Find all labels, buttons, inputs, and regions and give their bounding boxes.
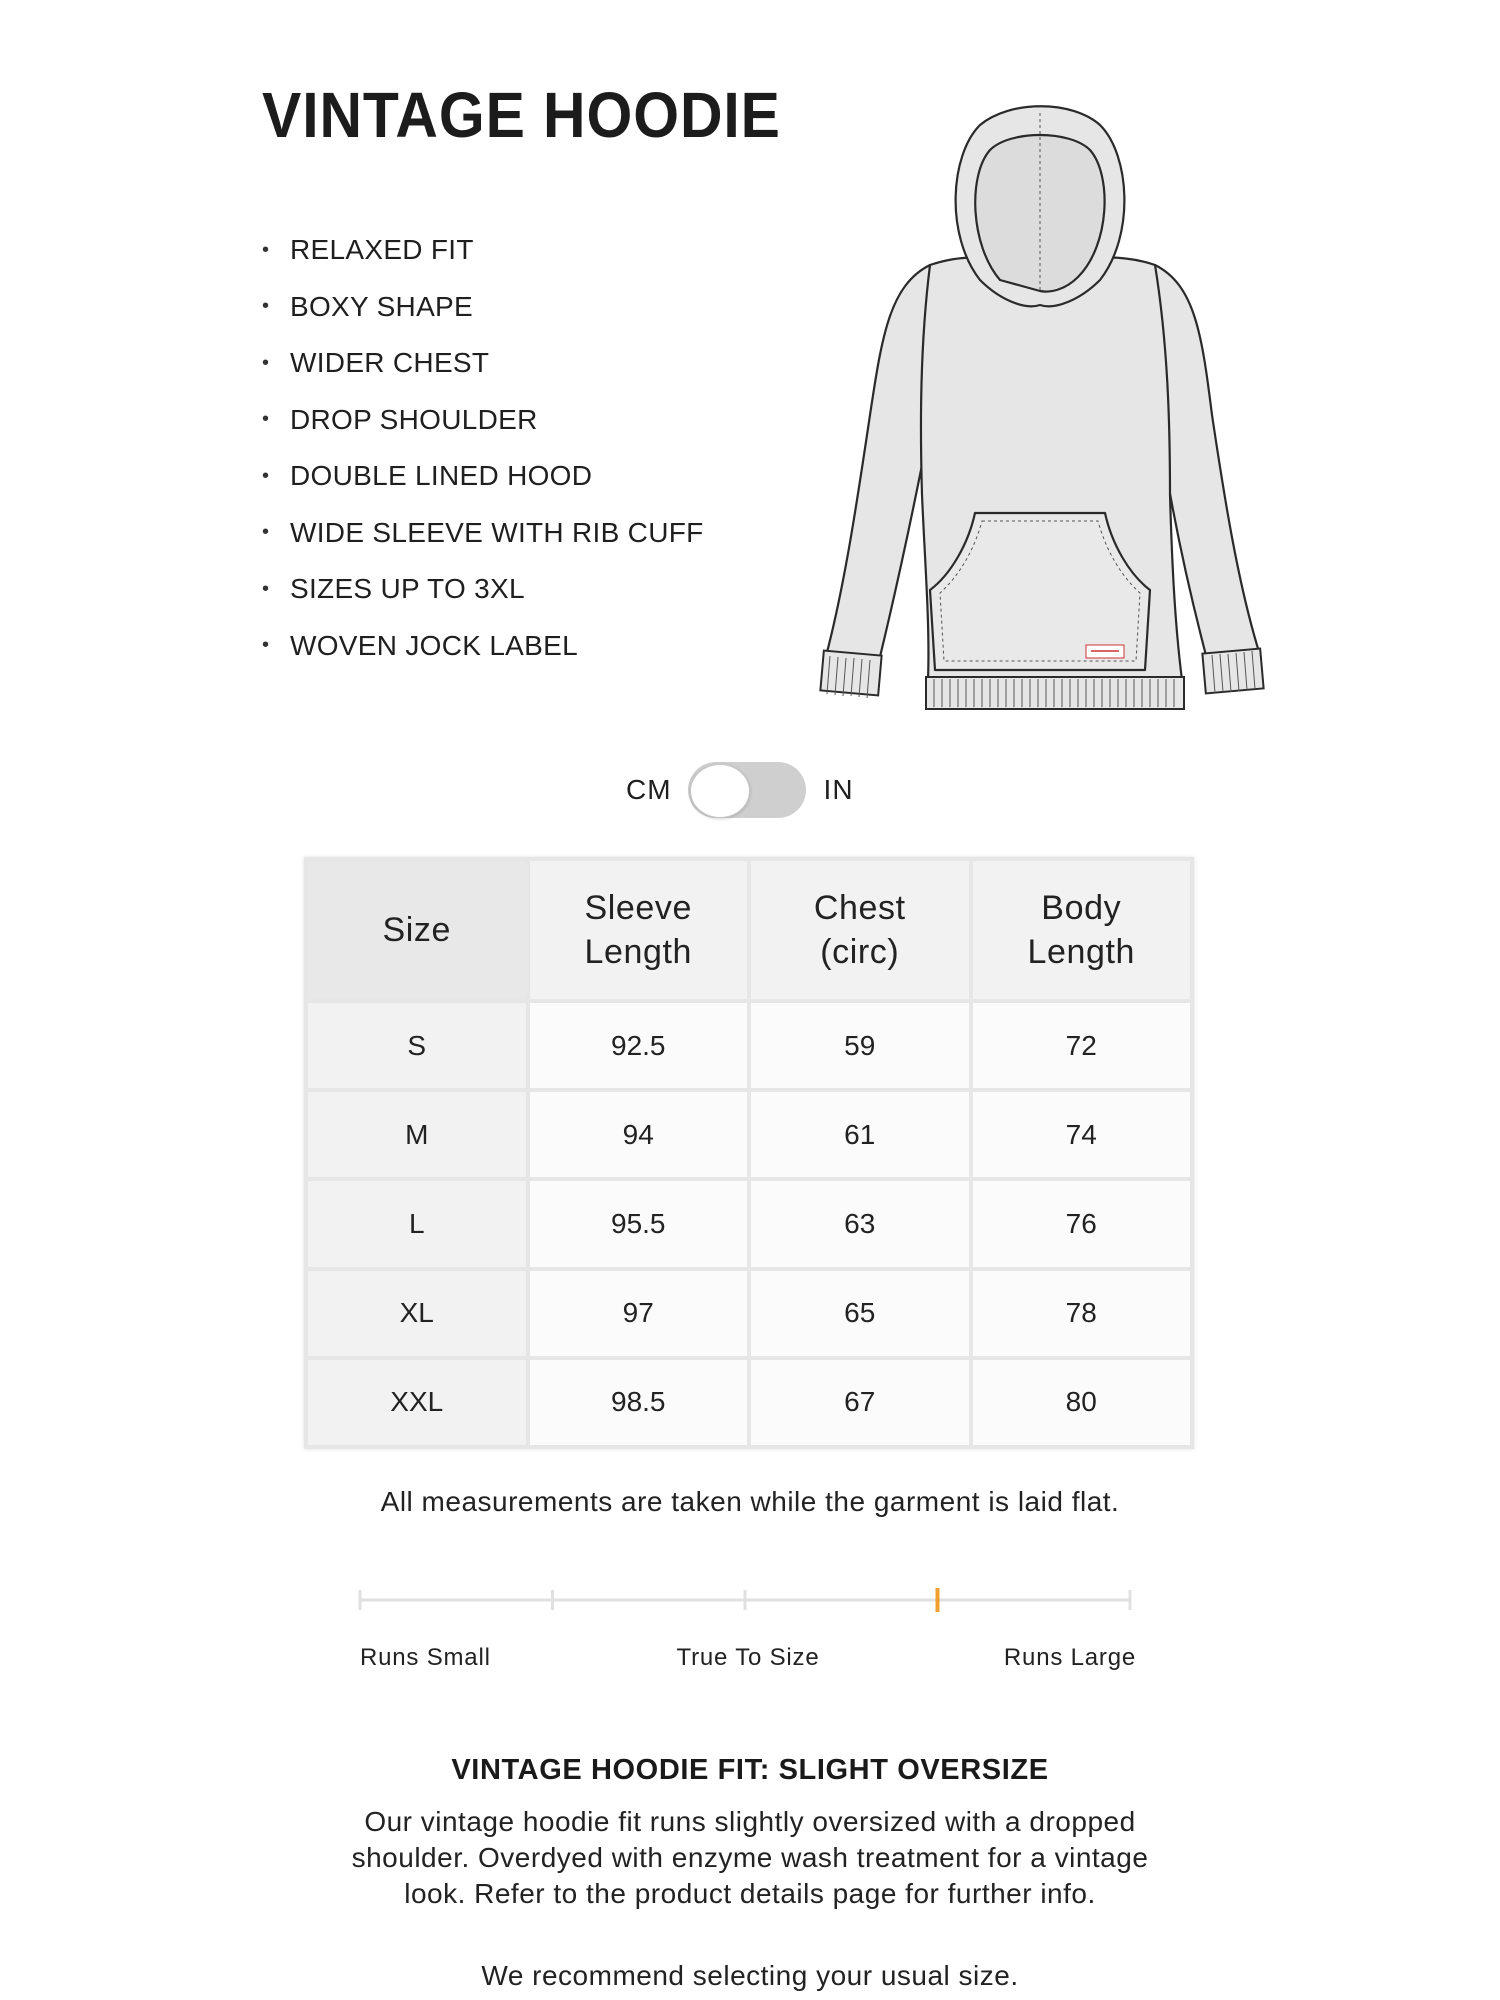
chest-cell: 65	[749, 1269, 971, 1358]
feature-list	[262, 222, 704, 674]
chest-cell: 59	[749, 1001, 971, 1090]
size-recommendation: We recommend selecting your usual size.	[481, 1960, 1019, 1991]
feature-item	[262, 279, 704, 336]
fit-scale-track	[352, 1580, 1138, 1620]
fit-description: Our vintage hoodie fit runs slightly oversized with a dropped shoulder. Overdyed with enzyme wash treatment for a vintage look. Refer to the product details page for further info.	[351, 1806, 1149, 1909]
bullet-icon: •	[262, 408, 270, 431]
feature-item	[262, 222, 704, 279]
sleeve-cell: 92.5	[528, 1001, 750, 1090]
header-sleeve-length: Sleeve Length	[528, 859, 750, 1001]
bullet-icon: •	[262, 521, 270, 544]
body-cell: 74	[971, 1090, 1193, 1179]
hoodie-illustration-icon	[810, 105, 1270, 715]
feature-item	[262, 392, 704, 449]
size-cell: XXL	[306, 1358, 528, 1447]
table-row	[306, 1358, 1192, 1447]
bullet-icon: •	[262, 295, 270, 318]
feature-item	[262, 448, 704, 505]
chest-cell: 61	[749, 1090, 971, 1179]
size-cell: L	[306, 1179, 528, 1268]
header-body-length: Body Length	[971, 859, 1193, 1001]
feature-item	[262, 561, 704, 618]
fit-scale-labels	[360, 1644, 1136, 1680]
feature-label: WOVEN JOCK LABEL	[290, 629, 578, 661]
page-title: VINTAGE HOODIE	[262, 79, 781, 151]
table-header-row	[306, 859, 1192, 1001]
fit-title: VINTAGE HOODIE FIT: SLIGHT OVERSIZE	[451, 1754, 1049, 1786]
feature-item	[262, 505, 704, 562]
size-chart-table	[304, 857, 1194, 1449]
sleeve-cell: 97	[528, 1269, 750, 1358]
bullet-icon: •	[262, 634, 270, 657]
chest-cell: 63	[749, 1179, 971, 1268]
chest-cell: 67	[749, 1358, 971, 1447]
measurement-note: All measurements are taken while the garment is laid flat.	[380, 1486, 1120, 1517]
feature-label: DOUBLE LINED HOOD	[290, 460, 593, 492]
feature-item	[262, 618, 704, 675]
bullet-icon: •	[262, 238, 270, 261]
size-cell: XL	[306, 1269, 528, 1358]
table-row	[306, 1090, 1192, 1179]
sleeve-cell: 94	[528, 1090, 750, 1179]
runs-large-label: Runs Large	[1003, 1644, 1136, 1671]
body-cell: 76	[971, 1179, 1193, 1268]
table-row	[306, 1269, 1192, 1358]
true-to-size-label: True To Size	[676, 1644, 820, 1671]
header-chest: Chest (circ)	[749, 859, 971, 1001]
feature-label: RELAXED FIT	[290, 234, 474, 266]
runs-small-label: Runs Small	[360, 1644, 491, 1671]
unit-toggle-row	[626, 760, 854, 820]
unit-cm-label[interactable]: CM	[626, 774, 672, 805]
header-size: Size	[306, 859, 528, 1001]
feature-label: WIDE SLEEVE WITH RIB CUFF	[290, 516, 704, 548]
sleeve-cell: 98.5	[528, 1358, 750, 1447]
table-row	[306, 1001, 1192, 1090]
feature-label: DROP SHOULDER	[290, 403, 538, 435]
body-cell: 78	[971, 1269, 1193, 1358]
size-cell: M	[306, 1090, 528, 1179]
bullet-icon: •	[262, 464, 270, 487]
sleeve-cell: 95.5	[528, 1179, 750, 1268]
table-row	[306, 1179, 1192, 1268]
body-cell: 80	[971, 1358, 1193, 1447]
toggle-knob	[690, 764, 750, 818]
feature-label: WIDER CHEST	[290, 347, 490, 379]
body-cell: 72	[971, 1001, 1193, 1090]
size-cell: S	[306, 1001, 528, 1090]
feature-label: SIZES UP TO 3XL	[290, 573, 525, 605]
feature-label: BOXY SHAPE	[290, 290, 474, 322]
feature-item	[262, 335, 704, 392]
bullet-icon: •	[262, 351, 270, 374]
unit-toggle-switch[interactable]	[688, 762, 806, 818]
bullet-icon: •	[262, 577, 270, 600]
unit-in-label[interactable]: IN	[823, 774, 854, 805]
